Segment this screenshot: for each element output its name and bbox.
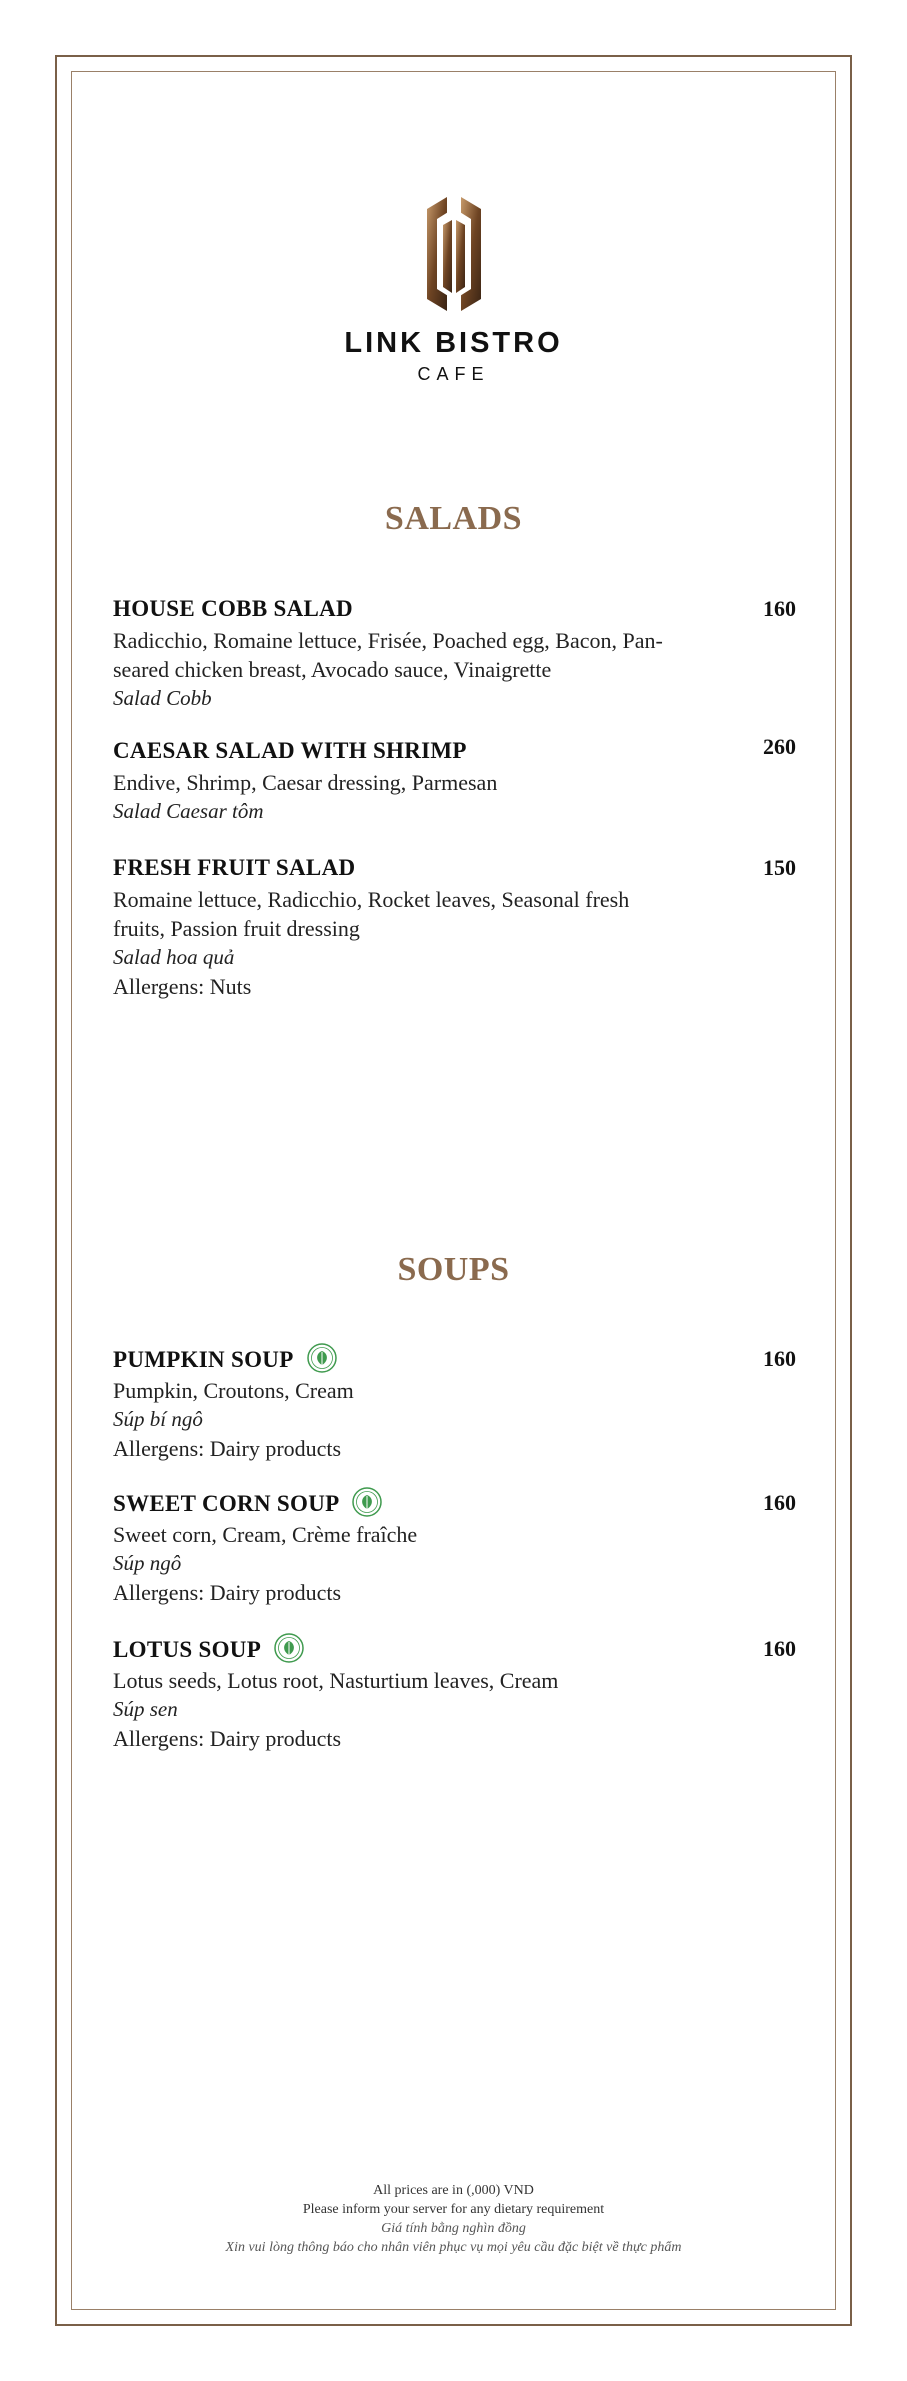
item-description: Pumpkin, Croutons, Cream <box>113 1378 354 1403</box>
item-vietnamese-name: Salad hoa quả <box>113 945 235 969</box>
menu-item-caesar-salad-with-shrimp <box>113 734 796 826</box>
item-vietnamese-name: Súp sen <box>113 1697 178 1721</box>
vegetarian-leaf-icon <box>351 1486 383 1518</box>
brand-logo <box>0 195 907 385</box>
item-allergens: Allergens: Dairy products <box>113 1580 342 1605</box>
brand-name: LINK BISTRO <box>344 327 563 359</box>
section-title-salads: SALADS <box>384 500 523 537</box>
menu-item-lotus-soup <box>113 1636 796 1753</box>
footer-dietary-note: Please inform your server for any dietary requirement <box>302 2202 605 2217</box>
item-allergens: Allergens: Dairy products <box>113 1436 342 1461</box>
menu-item-fresh-fruit-salad <box>113 855 796 1001</box>
item-description: Radicchio, Romaine lettuce, Frisée, Poached egg, Bacon, Pan-seared chicken breast, Avocado sauce, Vinaigrette <box>113 628 663 682</box>
menu-item-house-cobb-salad <box>113 596 796 713</box>
item-price: 260 <box>763 734 796 759</box>
item-description: Lotus seeds, Lotus root, Nasturtium leaves, Cream <box>113 1668 559 1693</box>
menu-footer <box>0 2181 907 2257</box>
item-name: HOUSE COBB SALAD <box>113 596 353 621</box>
link-bistro-logo-icon <box>423 195 485 313</box>
item-price: 160 <box>763 1490 796 1515</box>
item-allergens: Allergens: Nuts <box>113 974 252 999</box>
menu-frame-inner <box>71 71 836 2310</box>
item-price: 160 <box>763 1636 796 1661</box>
vegetarian-leaf-icon <box>273 1632 305 1664</box>
menu-item-sweet-corn-soup <box>113 1490 796 1607</box>
menu-item-pumpkin-soup <box>113 1346 796 1463</box>
item-description: Endive, Shrimp, Caesar dressing, Parmesan <box>113 770 498 795</box>
item-vietnamese-name: Súp ngô <box>113 1551 182 1575</box>
item-description: Romaine lettuce, Radicchio, Rocket leaves, Seasonal fresh fruits, Passion fruit dressing <box>113 887 630 941</box>
section-title-soups: SOUPS <box>397 1251 510 1288</box>
brand-subtitle: CAFE <box>417 364 490 384</box>
item-vietnamese-name: Súp bí ngô <box>113 1407 203 1431</box>
item-name: FRESH FRUIT SALAD <box>113 855 356 880</box>
item-vietnamese-name: Salad Caesar tôm <box>113 799 264 823</box>
item-price: 150 <box>763 855 796 880</box>
footer-price-note-vietnamese: Giá tính bằng nghìn đồng <box>381 2221 526 2236</box>
item-price: 160 <box>763 1346 796 1371</box>
footer-dietary-note-vietnamese: Xin vui lòng thông báo cho nhân viên phục vụ mọi yêu cầu đặc biệt về thực phẩm <box>225 2240 682 2255</box>
item-name: PUMPKIN SOUP <box>113 1347 294 1372</box>
item-allergens: Allergens: Dairy products <box>113 1726 342 1751</box>
footer-price-note: All prices are in (,000) VND <box>373 2183 534 2198</box>
item-name: LOTUS SOUP <box>113 1637 262 1662</box>
item-name: CAESAR SALAD WITH SHRIMP <box>113 738 467 763</box>
item-vietnamese-name: Salad Cobb <box>113 686 212 710</box>
item-price: 160 <box>763 596 796 621</box>
item-description: Sweet corn, Cream, Crème fraîche <box>113 1522 418 1547</box>
item-name: SWEET CORN SOUP <box>113 1491 340 1516</box>
vegetarian-leaf-icon <box>306 1342 338 1374</box>
